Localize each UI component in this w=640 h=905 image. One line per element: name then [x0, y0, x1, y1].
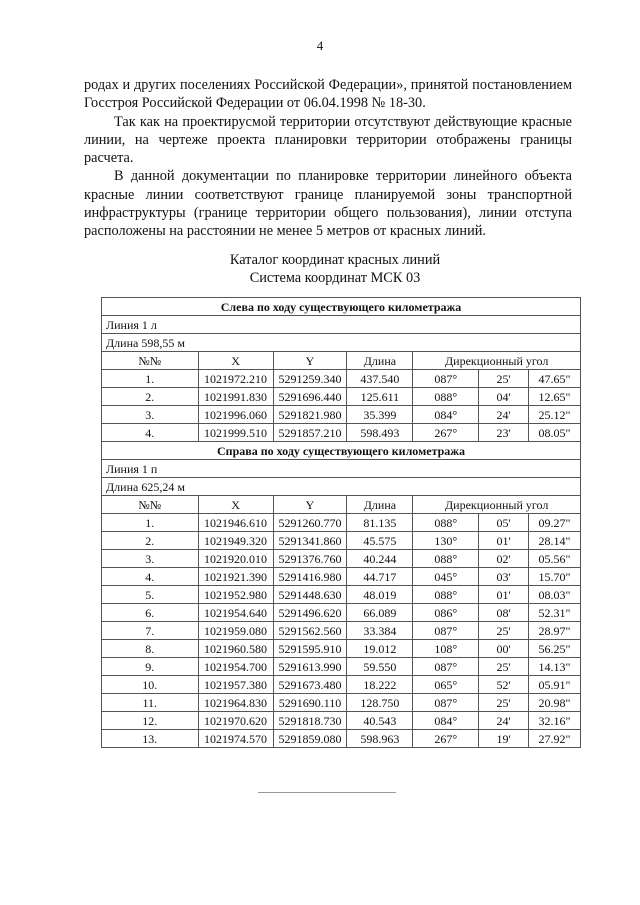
- table-caption: [0, 251, 640, 287]
- header-x: X: [198, 352, 273, 370]
- cell-degrees: 087°: [413, 694, 479, 712]
- cell-x: 1021949.320: [198, 532, 273, 550]
- cell-length: 33.384: [347, 622, 413, 640]
- table-row: [102, 640, 581, 658]
- cell-degrees: 088°: [413, 514, 479, 532]
- line-name: Линия 1 п: [102, 460, 581, 478]
- cell-seconds: 05.56": [529, 550, 581, 568]
- cell-x: 1021996.060: [198, 406, 273, 424]
- cell-x: 1021954.640: [198, 604, 273, 622]
- cell-minutes: 02': [479, 550, 529, 568]
- cell-degrees: 087°: [413, 622, 479, 640]
- cell-number: 12.: [102, 712, 199, 730]
- cell-x: 1021974.570: [198, 730, 273, 748]
- header-angle: Дирекционный угол: [413, 352, 581, 370]
- table-row: [102, 370, 581, 388]
- cell-y: 5291376.760: [273, 550, 347, 568]
- cell-length: 437.540: [347, 370, 413, 388]
- cell-x: 1021991.830: [198, 388, 273, 406]
- cell-length: 40.244: [347, 550, 413, 568]
- cell-number: 4.: [102, 424, 199, 442]
- cell-number: 3.: [102, 406, 199, 424]
- cell-x: 1021952.980: [198, 586, 273, 604]
- cell-seconds: 15.70": [529, 568, 581, 586]
- header-length: Длина: [347, 352, 413, 370]
- cell-degrees: 045°: [413, 568, 479, 586]
- cell-minutes: 19': [479, 730, 529, 748]
- header-row: [102, 496, 581, 514]
- coordinates-table: [101, 297, 581, 748]
- header-angle: Дирекционный угол: [413, 496, 581, 514]
- cell-minutes: 25': [479, 622, 529, 640]
- table-row: [102, 532, 581, 550]
- section-title-row: [102, 442, 581, 460]
- cell-seconds: 25.12": [529, 406, 581, 424]
- cell-length: 125.611: [347, 388, 413, 406]
- cell-length: 44.717: [347, 568, 413, 586]
- body-text: [84, 76, 572, 241]
- cell-seconds: 09.27": [529, 514, 581, 532]
- cell-length: 35.399: [347, 406, 413, 424]
- cell-seconds: 28.97": [529, 622, 581, 640]
- caption-title: Каталог координат красных линий: [229, 252, 441, 268]
- table-row: [102, 568, 581, 586]
- cell-degrees: 084°: [413, 712, 479, 730]
- table-row: [102, 676, 581, 694]
- page-number: 4: [316, 38, 324, 53]
- cell-minutes: 00': [479, 640, 529, 658]
- line-name-row: [102, 316, 581, 334]
- cell-minutes: 04': [479, 388, 529, 406]
- cell-number: 1.: [102, 370, 199, 388]
- cell-minutes: 01': [479, 586, 529, 604]
- table-row: [102, 694, 581, 712]
- header-number: №№: [102, 496, 199, 514]
- table-row: [102, 622, 581, 640]
- table-row: [102, 550, 581, 568]
- header-row: [102, 352, 581, 370]
- cell-x: 1021921.390: [198, 568, 273, 586]
- cell-x: 1021970.620: [198, 712, 273, 730]
- paragraph-1: родах и других поселениях Российской Федерации», принятой постановлением Госстроя Российской Федерации от 06.04.1998 № 18-30.: [84, 77, 572, 112]
- cell-y: 5291696.440: [273, 388, 347, 406]
- cell-number: 4.: [102, 568, 199, 586]
- cell-x: 1021972.210: [198, 370, 273, 388]
- table-row: [102, 388, 581, 406]
- cell-degrees: 088°: [413, 388, 479, 406]
- table-row: [102, 730, 581, 748]
- cell-y: 5291818.730: [273, 712, 347, 730]
- table-body: [102, 298, 581, 748]
- cell-length: 40.543: [347, 712, 413, 730]
- cell-degrees: 084°: [413, 406, 479, 424]
- cell-length: 48.019: [347, 586, 413, 604]
- cell-minutes: 25': [479, 694, 529, 712]
- cell-seconds: 52.31": [529, 604, 581, 622]
- table-row: [102, 658, 581, 676]
- table-row: [102, 514, 581, 532]
- cell-degrees: 130°: [413, 532, 479, 550]
- cell-y: 5291613.990: [273, 658, 347, 676]
- cell-length: 18.222: [347, 676, 413, 694]
- paragraph-2: Так как на проектирусмой территории отсутствуют действующие красные линии, на чертеже проекта планировки территории отображены границы расчета.: [84, 113, 572, 167]
- cell-seconds: 08.03": [529, 586, 581, 604]
- cell-degrees: 087°: [413, 658, 479, 676]
- cell-y: 5291259.340: [273, 370, 347, 388]
- cell-y: 5291448.630: [273, 586, 347, 604]
- table-row: [102, 406, 581, 424]
- table-row: [102, 712, 581, 730]
- line-length-row: [102, 478, 581, 496]
- cell-degrees: 267°: [413, 424, 479, 442]
- cell-degrees: 065°: [413, 676, 479, 694]
- line-length: Длина 625,24 м: [102, 478, 581, 496]
- cell-minutes: 24': [479, 712, 529, 730]
- table-row: [102, 604, 581, 622]
- cell-y: 5291859.080: [273, 730, 347, 748]
- cell-x: 1021954.700: [198, 658, 273, 676]
- cell-number: 13.: [102, 730, 199, 748]
- cell-x: 1021920.010: [198, 550, 273, 568]
- line-name-row: [102, 460, 581, 478]
- header-y: Y: [273, 496, 347, 514]
- cell-y: 5291496.620: [273, 604, 347, 622]
- cell-degrees: 086°: [413, 604, 479, 622]
- cell-length: 81.135: [347, 514, 413, 532]
- cell-minutes: 23': [479, 424, 529, 442]
- cell-length: 66.089: [347, 604, 413, 622]
- cell-seconds: 14.13": [529, 658, 581, 676]
- cell-seconds: 05.91": [529, 676, 581, 694]
- cell-degrees: 267°: [413, 730, 479, 748]
- section-title: Справа по ходу существующего километража: [102, 442, 581, 460]
- cell-y: 5291595.910: [273, 640, 347, 658]
- cell-x: 1021946.610: [198, 514, 273, 532]
- cell-minutes: 05': [479, 514, 529, 532]
- table-row: [102, 586, 581, 604]
- cell-minutes: 08': [479, 604, 529, 622]
- header-y: Y: [273, 352, 347, 370]
- table-row: [102, 424, 581, 442]
- caption-subtitle: Система координат МСК 03: [249, 270, 421, 286]
- cell-seconds: 08.05": [529, 424, 581, 442]
- cell-degrees: 088°: [413, 586, 479, 604]
- cell-number: 10.: [102, 676, 199, 694]
- cell-number: 2.: [102, 388, 199, 406]
- cell-length: 59.550: [347, 658, 413, 676]
- header-x: X: [198, 496, 273, 514]
- cell-number: 5.: [102, 586, 199, 604]
- cell-number: 6.: [102, 604, 199, 622]
- cell-length: 598.963: [347, 730, 413, 748]
- cell-seconds: 47.65": [529, 370, 581, 388]
- cell-y: 5291673.480: [273, 676, 347, 694]
- paragraph-3: В данной документации по планировке территории линейного объекта красные линии соответствуют границе планируемой зоны транспортной инфраструктуры (границе территории общего пользования), линии отступа расположены на расстоянии не менее 5 метров от красных линий.: [84, 168, 572, 240]
- line-length: Длина 598,55 м: [102, 334, 581, 352]
- cell-seconds: 32.16": [529, 712, 581, 730]
- cell-number: 7.: [102, 622, 199, 640]
- cell-length: 45.575: [347, 532, 413, 550]
- cell-minutes: 24': [479, 406, 529, 424]
- section-title-row: [102, 298, 581, 316]
- cell-minutes: 01': [479, 532, 529, 550]
- cell-minutes: 25': [479, 658, 529, 676]
- line-length-row: [102, 334, 581, 352]
- cell-minutes: 52': [479, 676, 529, 694]
- cell-length: 128.750: [347, 694, 413, 712]
- header-number: №№: [102, 352, 199, 370]
- line-name: Линия 1 л: [102, 316, 581, 334]
- cell-seconds: 27.92": [529, 730, 581, 748]
- cell-x: 1021959.080: [198, 622, 273, 640]
- cell-seconds: 28.14": [529, 532, 581, 550]
- cell-x: 1021957.380: [198, 676, 273, 694]
- cell-degrees: 088°: [413, 550, 479, 568]
- cell-y: 5291562.560: [273, 622, 347, 640]
- section-title: Слева по ходу существующего километража: [102, 298, 581, 316]
- cell-seconds: 56.25": [529, 640, 581, 658]
- cell-minutes: 03': [479, 568, 529, 586]
- cell-number: 11.: [102, 694, 199, 712]
- cell-x: 1021999.510: [198, 424, 273, 442]
- cell-number: 8.: [102, 640, 199, 658]
- cell-seconds: 20.98": [529, 694, 581, 712]
- cell-y: 5291690.110: [273, 694, 347, 712]
- cell-x: 1021964.830: [198, 694, 273, 712]
- cell-y: 5291857.210: [273, 424, 347, 442]
- footer-divider: [258, 792, 396, 793]
- cell-number: 2.: [102, 532, 199, 550]
- header-length: Длина: [347, 496, 413, 514]
- cell-degrees: 087°: [413, 370, 479, 388]
- cell-y: 5291341.860: [273, 532, 347, 550]
- cell-degrees: 108°: [413, 640, 479, 658]
- cell-x: 1021960.580: [198, 640, 273, 658]
- cell-length: 598.493: [347, 424, 413, 442]
- cell-minutes: 25': [479, 370, 529, 388]
- cell-number: 1.: [102, 514, 199, 532]
- cell-y: 5291260.770: [273, 514, 347, 532]
- cell-number: 3.: [102, 550, 199, 568]
- cell-number: 9.: [102, 658, 199, 676]
- cell-y: 5291821.980: [273, 406, 347, 424]
- cell-seconds: 12.65": [529, 388, 581, 406]
- cell-length: 19.012: [347, 640, 413, 658]
- cell-y: 5291416.980: [273, 568, 347, 586]
